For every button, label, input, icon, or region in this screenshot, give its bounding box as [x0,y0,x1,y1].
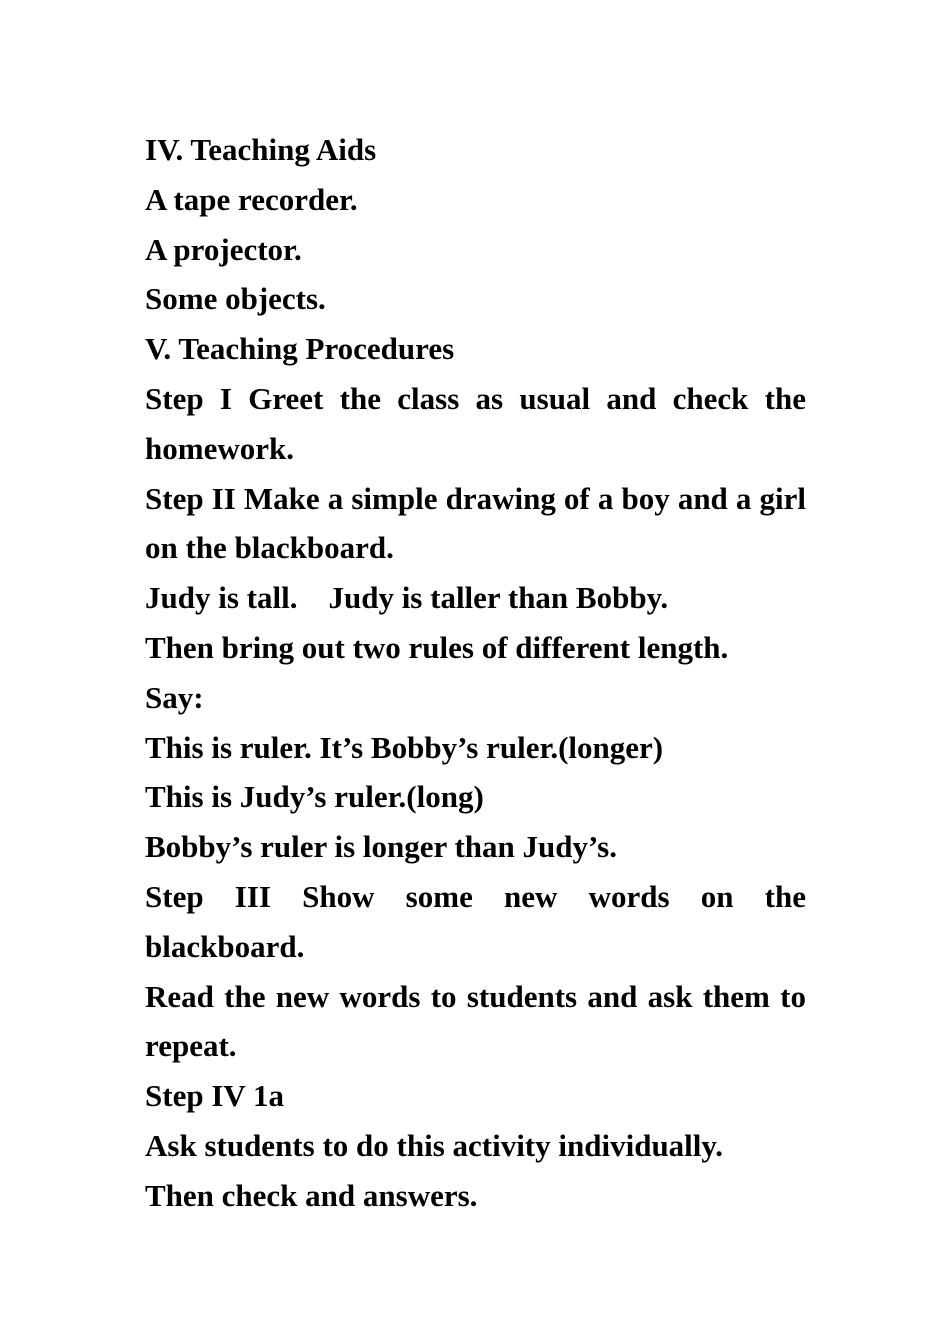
document-body [145,125,814,1221]
paragraph: Read the new words to students and ask them to repeat. [145,978,814,1064]
paragraph: Some objects. [145,281,326,317]
paragraph: Ask students to do this activity individually. [145,1127,723,1163]
paragraph: Judy is tall. Judy is taller than Bobby. [145,580,669,616]
paragraph: Then bring out two rules of different length. [145,629,729,665]
paragraph: Then check and answers. [145,1177,478,1213]
paragraph: A tape recorder. [145,181,358,217]
paragraph: Say: [145,679,204,715]
section-heading-teaching-procedures: V. Teaching Procedures [145,331,455,367]
section-heading-teaching-aids: IV. Teaching Aids [145,132,377,167]
paragraph-step-2: Step II Make a simple drawing of a boy and a girl on the blackboard. [145,480,814,566]
paragraph-step-3: Step III Show some new words on the blackboard. [145,878,814,964]
paragraph: Bobby’s ruler is longer than Judy’s. [145,829,617,865]
paragraph-step-1: Step I Greet the class as usual and check the homework. [145,380,814,466]
paragraph: This is ruler. It’s Bobby’s ruler.(longer) [145,729,664,765]
paragraph: A projector. [145,231,302,267]
paragraph: This is Judy’s ruler.(long) [145,779,484,815]
paragraph-step-4: Step IV 1a [145,1078,284,1114]
